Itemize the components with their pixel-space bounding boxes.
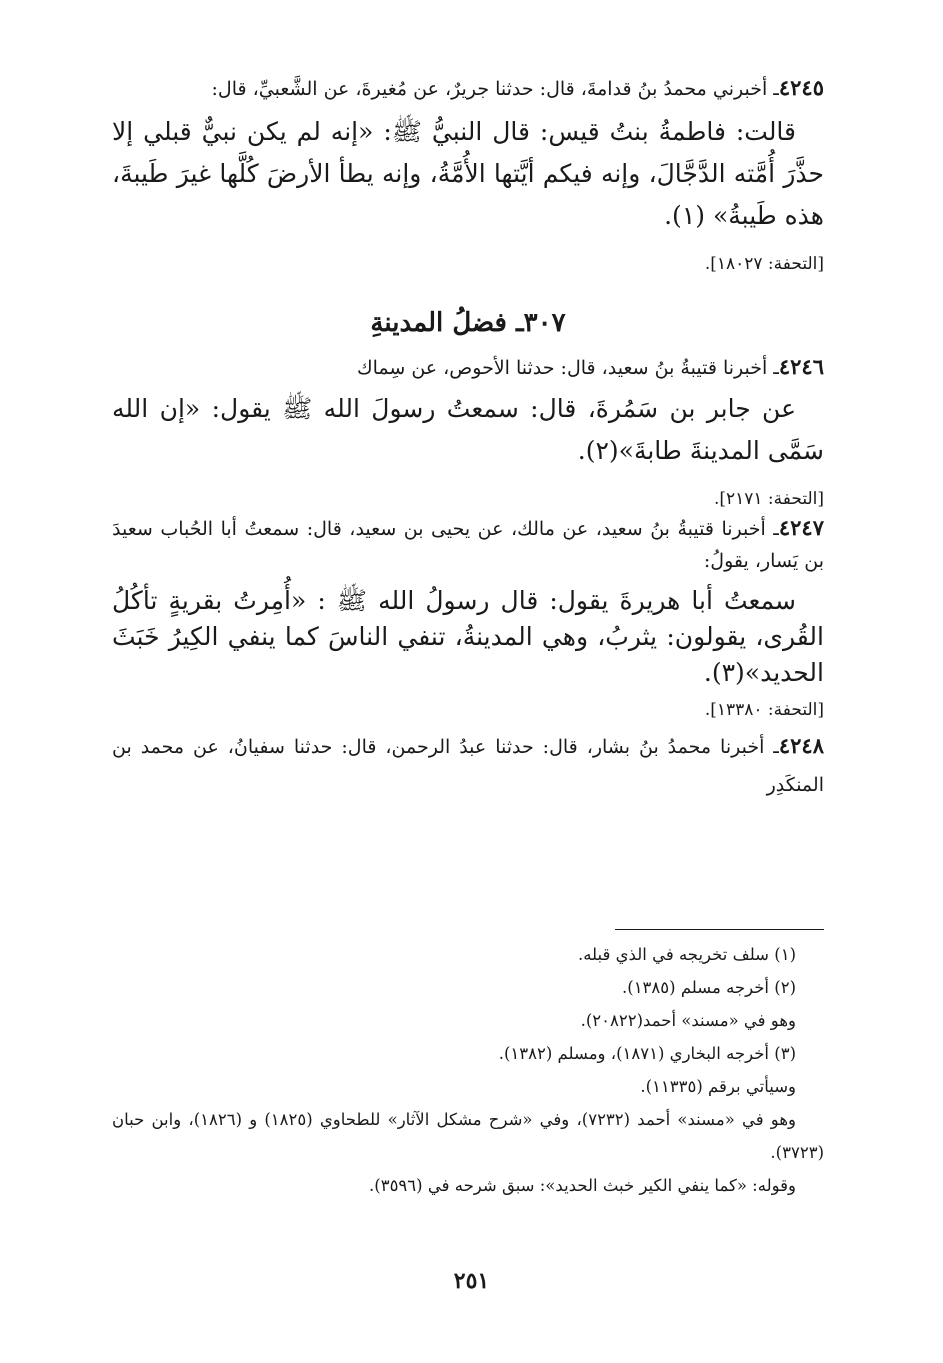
footnote-divider [615, 929, 824, 930]
hadith-number: ٤٢٤٨ [778, 733, 824, 758]
hadith-4245-head [112, 72, 824, 105]
page-body [112, 72, 824, 804]
hadith-number: ٤٢٤٥ [778, 75, 824, 100]
hadith-4248-head [112, 727, 824, 804]
footnote-item: وقوله: «كما ينفي الكير خبث الحديد»: سبق شرحه في (٣٥٩٦). [369, 1176, 796, 1195]
tuhfa-reference: [التحفة: ١٣٣٨٠]. [704, 700, 824, 720]
chapter-title: ٣٠٧ـ فضلُ المدينةِ [370, 308, 566, 338]
hadith-4247-head [112, 512, 824, 577]
footnote-item: وهو في «مسند» أحمد(٢٠٨٢٢). [580, 1011, 796, 1030]
footnote-item: (٣) أخرجه البخاري (١٨٧١)، ومسلم (١٣٨٢). [498, 1044, 796, 1063]
hadith-number: ٤٢٤٦ [778, 354, 824, 379]
hadith-4245-text: قالت: فاطمةُ بنتُ قيس: قال النبيُّ ﷺ: «إنه لم يكن نبيٌّ قبلي إلا حذَّرَ أُمَّته الدَّجَّالَ، وإنه فيكم أيَّتها الأُمَّةُ، وإنه يطأ الأرضَ كُلَّها غيرَ طَيبةَ، هذه طَيبةُ» (١). [112, 117, 824, 230]
page-number: ٢٥١ [453, 1268, 490, 1294]
isnad-text: ـ أخبرنا قتيبةُ بنُ سعيد، قال: حدثنا الأحوص، عن سِماك [356, 357, 779, 379]
hadith-4246-head [112, 351, 824, 384]
tuhfa-reference: [التحفة: ٢١٧١]. [713, 489, 824, 509]
isnad-text: ـ أخبرنا قتيبةُ بنُ سعيد، عن مالك، عن يحيى بن سعيد، قال: سمعتُ أبا الحُباب سعيدَ بن يَسار، يقولُ: [112, 518, 824, 572]
tuhfa-reference: [التحفة: ١٨٠٢٧]. [704, 254, 824, 274]
hadith-4246-text: عن جابر بن سَمُرةَ، قال: سمعتُ رسولَ الله ﷺ يقول: «إن الله سَمَّى المدينةَ طابةَ»(٢). [112, 394, 824, 465]
footnote-item: (١) سلف تخريجه في الذي قبله. [577, 945, 796, 964]
isnad-text: ـ أخبرني محمدُ بنُ قدامةَ، قال: حدثنا جريرٌ، عن مُغيرةَ، عن الشَّعبيِّ، قال: [211, 78, 779, 100]
footnote-item: وسيأتي برقم (١١٣٣٥). [640, 1077, 796, 1096]
hadith-number: ٤٢٤٧ [778, 515, 824, 540]
footnotes [112, 938, 824, 1202]
footnote-item: وهو في «مسند» أحمد (٧٢٣٢)، وفي «شرح مشكل الآثار» للطحاوي (١٨٢٥) و (١٨٢٦)، وابن حبان (٣٧٢٣). [112, 1110, 824, 1162]
isnad-text: ـ أخبرنا محمدُ بنُ بشار، قال: حدثنا عبدُ الرحمن، قال: حدثنا سفيانُ، عن محمد بن المنكَدِر [112, 736, 824, 796]
hadith-4247-text: سمعتُ أبا هريرةَ يقول: قال رسولُ الله ﷺ : «أُمِرتُ بقريةٍ تأكُلُ القُرى، يقولون: يثربُ، وهي المدينةُ، تنفي الناسَ كما ينفي الكِيرُ خَبَثَ الحديد»(٣). [112, 586, 824, 687]
footnote-item: (٢) أخرجه مسلم (١٣٨٥). [622, 978, 796, 997]
